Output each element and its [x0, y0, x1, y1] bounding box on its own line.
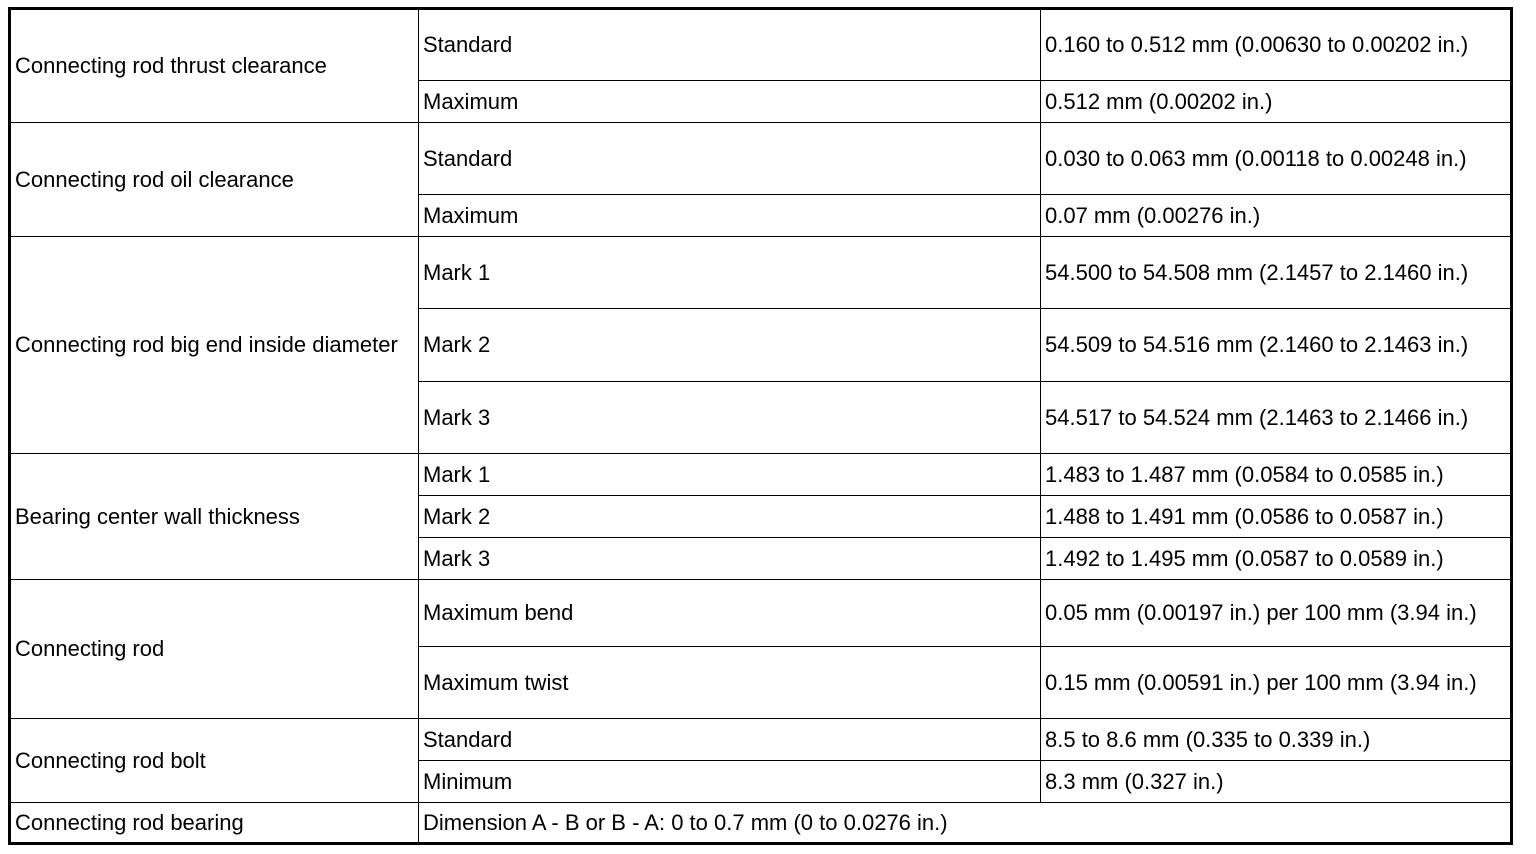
- condition-cell: Standard: [419, 123, 1041, 195]
- condition-cell: Mark 2: [419, 309, 1041, 382]
- table-row: [10, 9, 1512, 81]
- specification-table: [8, 7, 1513, 845]
- item-cell: Connecting rod oil clearance: [10, 123, 419, 237]
- item-cell: Connecting rod bolt: [10, 719, 419, 803]
- value-cell: 54.509 to 54.516 mm (2.1460 to 2.1463 in.): [1041, 309, 1512, 382]
- item-cell: Bearing center wall thickness: [10, 454, 419, 580]
- table-row: [10, 123, 1512, 195]
- value-cell: 0.512 mm (0.00202 in.): [1041, 81, 1512, 123]
- table-row: [10, 237, 1512, 309]
- value-cell: Dimension A - B or B - A: 0 to 0.7 mm (0 to 0.0276 in.): [419, 803, 1512, 844]
- condition-cell: Maximum bend: [419, 580, 1041, 647]
- table-row: [10, 719, 1512, 761]
- condition-cell: Maximum: [419, 81, 1041, 123]
- condition-cell: Mark 3: [419, 382, 1041, 454]
- value-cell: 1.483 to 1.487 mm (0.0584 to 0.0585 in.): [1041, 454, 1512, 496]
- table-row: [10, 454, 1512, 496]
- item-cell: Connecting rod thrust clearance: [10, 9, 419, 123]
- item-cell: Connecting rod bearing: [10, 803, 419, 844]
- value-cell: 1.492 to 1.495 mm (0.0587 to 0.0589 in.): [1041, 538, 1512, 580]
- condition-cell: Minimum: [419, 761, 1041, 803]
- condition-cell: Maximum: [419, 195, 1041, 237]
- value-cell: 0.15 mm (0.00591 in.) per 100 mm (3.94 in.): [1041, 647, 1512, 719]
- condition-cell: Standard: [419, 9, 1041, 81]
- value-cell: 54.517 to 54.524 mm (2.1463 to 2.1466 in.): [1041, 382, 1512, 454]
- condition-cell: Mark 1: [419, 454, 1041, 496]
- condition-cell: Mark 1: [419, 237, 1041, 309]
- table-row: [10, 803, 1512, 844]
- item-cell: Connecting rod: [10, 580, 419, 719]
- value-cell: 8.5 to 8.6 mm (0.335 to 0.339 in.): [1041, 719, 1512, 761]
- condition-cell: Maximum twist: [419, 647, 1041, 719]
- value-cell: 54.500 to 54.508 mm (2.1457 to 2.1460 in.): [1041, 237, 1512, 309]
- value-cell: 8.3 mm (0.327 in.): [1041, 761, 1512, 803]
- value-cell: 0.030 to 0.063 mm (0.00118 to 0.00248 in.): [1041, 123, 1512, 195]
- value-cell: 0.05 mm (0.00197 in.) per 100 mm (3.94 in.): [1041, 580, 1512, 647]
- value-cell: 0.07 mm (0.00276 in.): [1041, 195, 1512, 237]
- condition-cell: Mark 2: [419, 496, 1041, 538]
- condition-cell: Standard: [419, 719, 1041, 761]
- value-cell: 1.488 to 1.491 mm (0.0586 to 0.0587 in.): [1041, 496, 1512, 538]
- condition-cell: Mark 3: [419, 538, 1041, 580]
- value-cell: 0.160 to 0.512 mm (0.00630 to 0.00202 in.): [1041, 9, 1512, 81]
- table-row: [10, 580, 1512, 647]
- item-cell: Connecting rod big end inside diameter: [10, 237, 419, 454]
